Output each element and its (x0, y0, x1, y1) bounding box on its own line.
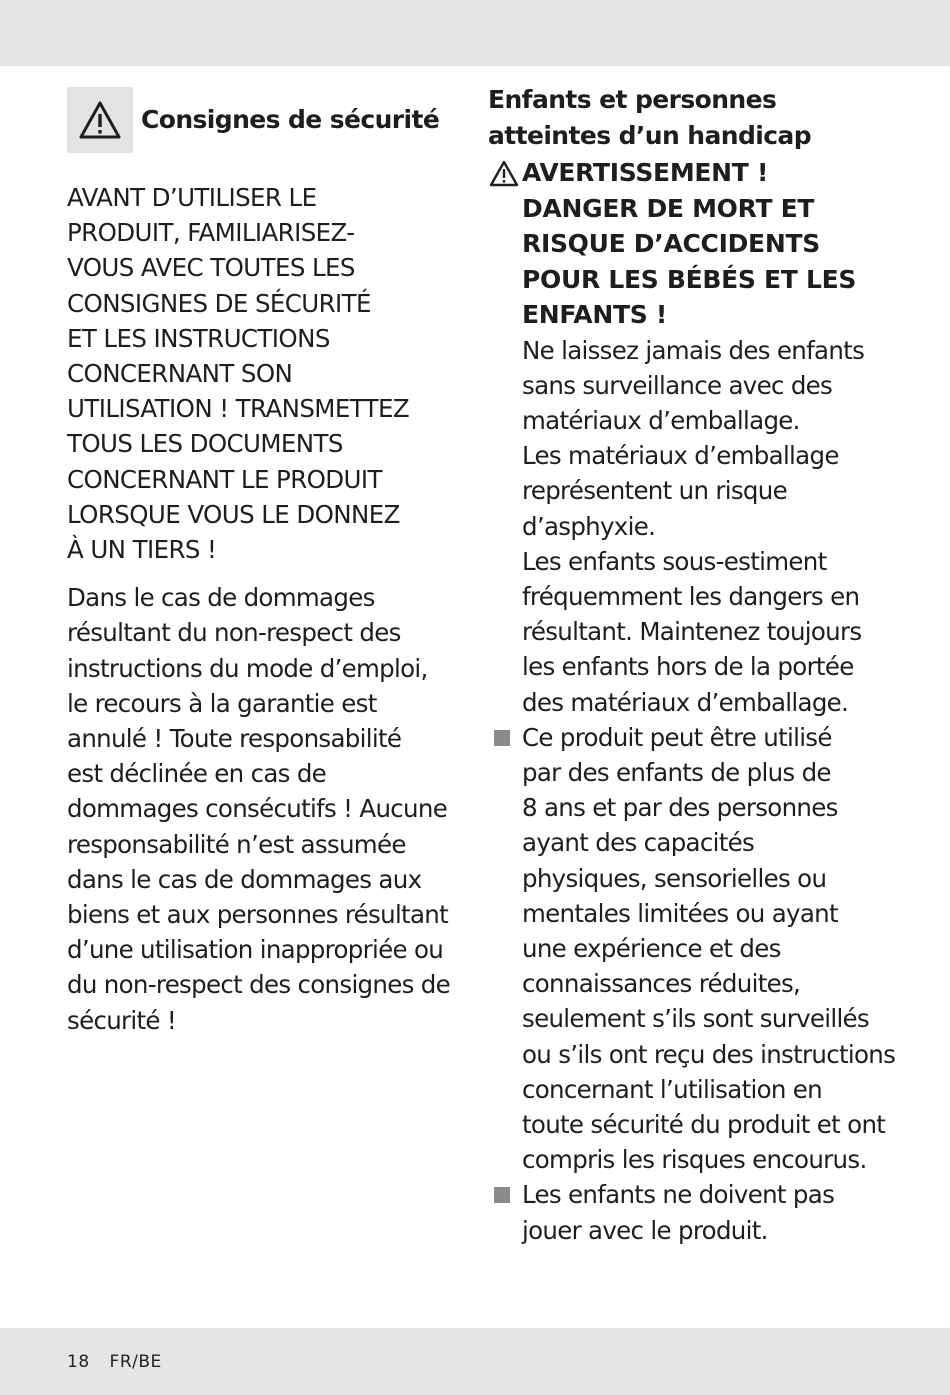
warning-triangle-icon (78, 100, 122, 140)
text-line: toute sécurité du produit et ont (522, 1109, 886, 1139)
bullet-item (488, 720, 928, 1178)
bullet-item (488, 1177, 928, 1247)
heading-line: Enfants et personnes (488, 85, 777, 114)
warning-title-line: RISQUE D’ACCIDENTS (522, 229, 820, 258)
heading-line: atteintes d’un handicap (488, 120, 811, 150)
warning-block (488, 155, 928, 720)
text-line: PRODUIT, FAMILIARISEZ- (67, 218, 355, 248)
text-line: Ne laissez jamais des enfants (522, 335, 865, 365)
locale-label: FR/BE (109, 1352, 162, 1372)
text-line: le recours à la garantie est (67, 688, 377, 718)
text-line: Les enfants sous-estiment (522, 546, 827, 576)
text-line: concernant l’utilisation en (522, 1074, 822, 1104)
text-line: Ce produit peut être utilisé (522, 722, 832, 752)
section-heading (67, 86, 452, 153)
text-line: représentent un risque (522, 476, 787, 506)
text-line: dans le cas de dommages aux (67, 864, 422, 894)
text-line: VOUS AVEC TOUTES LES (67, 253, 355, 283)
page-footer (67, 1352, 162, 1372)
text-line: matériaux d’emballage. (522, 405, 800, 435)
text-line: LORSQUE VOUS LE DONNEZ (67, 499, 400, 529)
text-line: résultant. Maintenez toujours (522, 617, 862, 647)
text-line: À UN TIERS ! (67, 535, 217, 565)
text-line: les enfants hors de la portée (522, 652, 854, 682)
square-bullet-icon (494, 1187, 510, 1203)
warning-text (522, 333, 928, 720)
text-line: 8 ans et par des personnes (522, 793, 838, 823)
text-line: résultant du non-respect des (67, 618, 401, 648)
text-line: CONCERNANT SON (67, 359, 293, 389)
warning-title (522, 155, 928, 333)
liability-paragraph (67, 580, 452, 1038)
text-line: est déclinée en cas de (67, 759, 327, 789)
text-line: connaissances réduites, (522, 969, 801, 999)
text-line: jouer avec le produit. (522, 1215, 768, 1245)
top-band (0, 0, 950, 66)
warning-triangle-icon (489, 160, 519, 187)
text-line: compris les risques encourus. (522, 1145, 867, 1175)
text-line: d’une utilisation inappropriée ou (67, 935, 444, 965)
text-line: sans surveillance avec des (522, 370, 833, 400)
text-line: CONCERNANT LE PRODUIT (67, 464, 382, 494)
section-title: Consignes de sécurité (141, 105, 440, 134)
left-column (67, 86, 452, 1038)
text-line: une expérience et des (522, 933, 781, 963)
warning-title-line: AVERTISSEMENT ! (522, 158, 769, 187)
text-line: des matériaux d’emballage. (522, 687, 849, 717)
text-line: annulé ! Toute responsabilité (67, 724, 402, 754)
page-number: 18 (67, 1352, 90, 1372)
text-line: mentales limitées ou ayant (522, 898, 838, 928)
text-line: dommages consécutifs ! Aucune (67, 794, 448, 824)
text-line: CONSIGNES DE SÉCURITÉ (67, 288, 371, 318)
warning-icon-box (67, 87, 133, 153)
text-line: responsabilité n’est assumée (67, 829, 406, 859)
text-line: par des enfants de plus de (522, 757, 831, 787)
text-line: ET LES INSTRUCTIONS (67, 323, 330, 353)
text-line: sécurité ! (67, 1005, 177, 1035)
text-line: d’asphyxie. (522, 511, 656, 541)
warning-title-line: ENFANTS ! (522, 300, 667, 329)
square-bullet-icon (494, 730, 510, 746)
text-line: Les enfants ne doivent pas (522, 1180, 835, 1210)
text-line: seulement s’ils sont surveillés (522, 1004, 869, 1034)
subsection-heading (488, 82, 928, 153)
warning-title-line: DANGER DE MORT ET (522, 193, 815, 223)
text-line: Les matériaux d’emballage (522, 441, 839, 471)
warning-title-line: POUR LES BÉBÉS ET LES (522, 264, 857, 294)
text-line: physiques, sensorielles ou (522, 863, 827, 893)
text-line: Dans le cas de dommages (67, 583, 375, 613)
text-line: biens et aux personnes résultant (67, 900, 449, 930)
text-line: instructions du mode d’emploi, (67, 653, 428, 683)
text-line: AVANT D’UTILISER LE (67, 183, 317, 212)
right-column (488, 82, 928, 1248)
text-line: UTILISATION ! TRANSMETTEZ (67, 394, 410, 424)
text-line: ou s’ils ont reçu des instructions (522, 1039, 896, 1069)
text-line: ayant des capacités (522, 828, 755, 858)
text-line: TOUS LES DOCUMENTS (67, 429, 343, 459)
caps-warning-paragraph (67, 180, 452, 567)
text-line: du non-respect des consignes de (67, 970, 450, 1000)
text-line: fréquemment les dangers en (522, 581, 860, 611)
